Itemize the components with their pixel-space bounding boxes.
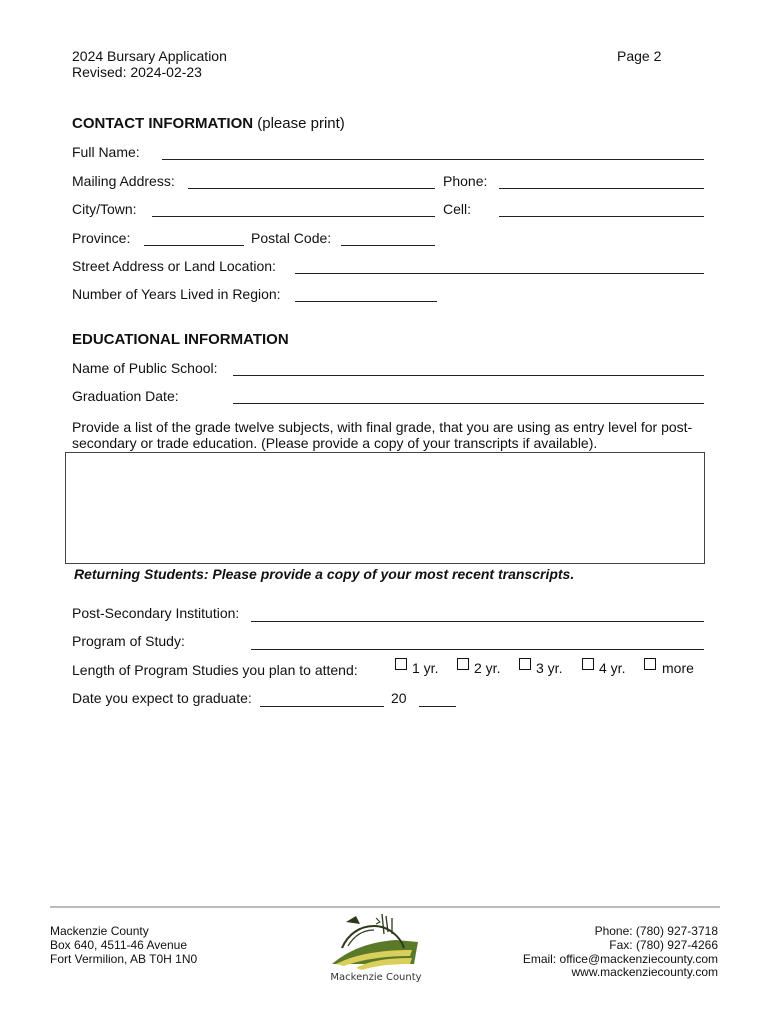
postal-code-field[interactable] — [341, 245, 435, 246]
full-name-label: Full Name: — [72, 144, 140, 160]
cell-label: Cell: — [443, 201, 472, 217]
footer-org: Mackenzie County — [50, 924, 149, 938]
full-name-field[interactable] — [162, 159, 704, 160]
grad-expect-label: Date you expect to graduate: — [72, 690, 252, 706]
county-logo — [326, 912, 426, 988]
form-title: 2024 Bursary Application — [72, 48, 227, 64]
contact-heading-text: CONTACT INFORMATION — [72, 115, 254, 132]
footer-phone: Phone: (780) 927-3718 — [594, 924, 718, 938]
institution-label: Post-Secondary Institution: — [72, 605, 240, 621]
program-label: Program of Study: — [72, 633, 185, 649]
contact-heading-note: (please print) — [257, 115, 345, 132]
program-length-label: Length of Program Studies you plan to attend: — [72, 662, 358, 678]
length-3yr-checkbox[interactable] — [519, 658, 531, 670]
program-field[interactable] — [251, 649, 704, 650]
phone-label: Phone: — [443, 173, 488, 189]
length-2yr-checkbox[interactable] — [457, 658, 469, 670]
subjects-instruction: Provide a list of the grade twelve subjects, with final grade, that you are using as entry level for post-secondary or trade education. (Please provide a copy of your transcripts if available). — [72, 419, 693, 451]
length-4yr-label: 4 yr. — [599, 660, 626, 676]
footer-address-1: Box 640, 4511-46 Avenue — [50, 938, 188, 952]
footer-divider — [50, 906, 720, 908]
city-town-label: City/Town: — [72, 201, 137, 217]
returning-students-note: Returning Students: Please provide a copy of your most recent transcripts. — [74, 566, 575, 582]
mailing-address-label: Mailing Address: — [72, 173, 175, 189]
public-school-label: Name of Public School: — [72, 360, 218, 376]
length-2yr-label: 2 yr. — [474, 660, 501, 676]
footer-email: Email: office@mackenziecounty.com — [522, 952, 718, 966]
length-more-label: more — [662, 660, 694, 676]
cell-field[interactable] — [499, 216, 704, 217]
grad-expect-field[interactable] — [260, 706, 384, 707]
footer-address-2: Fort Vermilion, AB T0H 1N0 — [50, 952, 198, 966]
length-more-checkbox[interactable] — [644, 658, 656, 670]
subjects-textarea[interactable] — [65, 452, 705, 564]
province-field[interactable] — [144, 245, 244, 246]
length-4yr-checkbox[interactable] — [582, 658, 594, 670]
street-address-label: Street Address or Land Location: — [72, 258, 276, 274]
contact-heading — [72, 115, 345, 132]
footer-fax: Fax: (780) 927-4266 — [609, 938, 718, 952]
street-address-field[interactable] — [295, 273, 704, 274]
city-town-field[interactable] — [152, 216, 435, 217]
graduation-date-field[interactable] — [233, 403, 704, 404]
grad-year-prefix: 20 — [391, 690, 407, 706]
length-1yr-checkbox[interactable] — [395, 658, 407, 670]
years-lived-field[interactable] — [295, 301, 437, 302]
mailing-address-field[interactable] — [188, 188, 435, 189]
public-school-field[interactable] — [233, 375, 704, 376]
logo-caption: Mackenzie County — [330, 972, 422, 983]
length-1yr-label: 1 yr. — [412, 660, 439, 676]
years-lived-label: Number of Years Lived in Region: — [72, 286, 281, 302]
page-number: Page 2 — [617, 48, 662, 64]
institution-field[interactable] — [251, 621, 704, 622]
revision-date: Revised: 2024-02-23 — [72, 64, 202, 80]
postal-code-label: Postal Code: — [251, 230, 332, 246]
phone-field[interactable] — [499, 188, 704, 189]
province-label: Province: — [72, 230, 131, 246]
grad-year-field[interactable] — [419, 706, 456, 707]
graduation-date-label: Graduation Date: — [72, 388, 179, 404]
education-heading: EDUCATIONAL INFORMATION — [72, 331, 289, 348]
footer-website: www.mackenziecounty.com — [571, 965, 718, 979]
length-3yr-label: 3 yr. — [536, 660, 563, 676]
county-logo-icon — [326, 912, 426, 974]
